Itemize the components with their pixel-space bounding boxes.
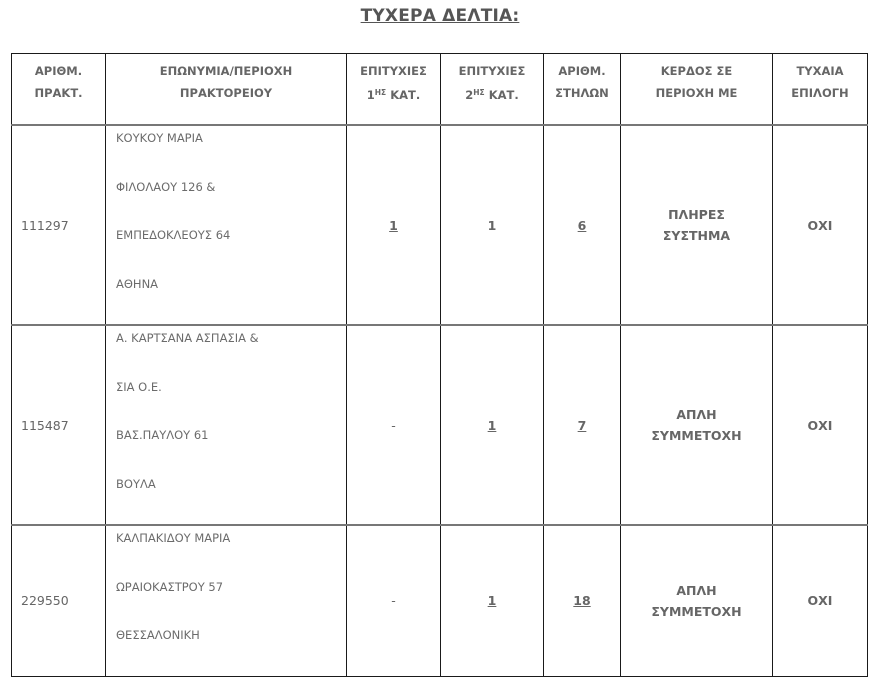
header-columns: ΑΡΙΘΜ. ΣΤΗΛΩΝ xyxy=(544,54,621,126)
agency-details xyxy=(106,125,347,325)
columns-link[interactable]: 18 xyxy=(573,593,591,609)
header-prize-type: ΚΕΡΔΟΣ ΣΕ ΠΕΡΙΟΧΗ ΜΕ xyxy=(621,54,773,126)
second-category-cell xyxy=(441,525,544,676)
agency-line: Α. ΚΑΡΤΣΑΝΑ ΑΣΠΑΣΙΑ & xyxy=(116,331,259,345)
agency-line: ΣΙΑ Ο.Ε. xyxy=(116,379,162,394)
header-agency-name: ΕΠΩΝΥΜΙΑ/ΠΕΡΙΟΧΗ ΠΡΑΚΤΟΡΕΙΟΥ xyxy=(106,54,347,126)
agency-details xyxy=(106,525,347,676)
first-category-cell xyxy=(347,125,441,325)
second-category-link[interactable]: 1 xyxy=(487,593,497,609)
agency-line: ΦΙΛΟΛΑΟΥ 126 & xyxy=(116,179,216,194)
table-row xyxy=(12,125,868,325)
table-row xyxy=(12,525,868,676)
second-category-cell xyxy=(441,325,544,525)
agency-line: ΑΘΗΝΑ xyxy=(116,276,159,291)
agency-code: 111297 xyxy=(12,125,106,325)
columns-cell xyxy=(544,325,621,525)
header-second-category: ΕΠΙΤΥΧΙΕΣ $2^{H\Sigma}$ ΚΑΤ. xyxy=(441,54,544,126)
agency-line: ΒΟΥΛΑ xyxy=(116,476,156,491)
first-category-link[interactable]: 1 xyxy=(389,217,398,233)
page-title: ΤΥΧΕΡΑ ΔΕΛΤΙΑ: xyxy=(360,6,520,26)
second-category-link[interactable]: 1 xyxy=(487,417,497,433)
columns-link[interactable]: 6 xyxy=(577,217,587,233)
first-category-cell: - xyxy=(347,525,441,676)
random-pick-cell: ΟΧΙ xyxy=(773,525,868,676)
prize-type-cell: ΠΛΗΡΕΣ ΣΥΣΤΗΜΑ xyxy=(621,125,773,325)
random-pick-cell: ΟΧΙ xyxy=(773,325,868,525)
winning-tickets-table xyxy=(11,53,868,677)
first-category-cell: - xyxy=(347,325,441,525)
random-pick-cell: ΟΧΙ xyxy=(773,125,868,325)
header-random-pick: ΤΥΧΑΙΑ ΕΠΙΛΟΓΗ xyxy=(773,54,868,126)
columns-link[interactable]: 7 xyxy=(577,417,587,433)
columns-cell xyxy=(544,525,621,676)
prize-type-cell: ΑΠΛΗ ΣΥΜΜΕΤΟΧΗ xyxy=(621,325,773,525)
agency-line: ΚΟΥΚΟΥ ΜΑΡΙΑ xyxy=(116,131,203,145)
columns-cell xyxy=(544,125,621,325)
second-category-cell: 1 xyxy=(441,125,544,325)
header-agency-code: ΑΡΙΘΜ. ΠΡΑΚΤ. xyxy=(12,54,106,126)
agency-line: ΕΜΠΕΔΟΚΛΕΟΥΣ 64 xyxy=(116,228,231,242)
agency-line: ΩΡΑΙΟΚΑΣΤΡΟΥ 57 xyxy=(116,579,224,594)
agency-details xyxy=(106,325,347,525)
agency-line: ΘΕΣΣΑΛΟΝΙΚΗ xyxy=(116,628,200,642)
table-row xyxy=(12,325,868,525)
agency-code: 229550 xyxy=(12,525,106,676)
prize-type-cell: ΑΠΛΗ ΣΥΜΜΕΤΟΧΗ xyxy=(621,525,773,676)
agency-line: ΒΑΣ.ΠΑΥΛΟΥ 61 xyxy=(116,428,209,442)
header-first-category: ΕΠΙΤΥΧΙΕΣ $1^{H\Sigma}$ ΚΑΤ. xyxy=(347,54,441,126)
table-header-row xyxy=(12,54,868,126)
agency-code: 115487 xyxy=(12,325,106,525)
agency-line: ΚΑΛΠΑΚΙΔΟΥ ΜΑΡΙΑ xyxy=(116,531,231,545)
